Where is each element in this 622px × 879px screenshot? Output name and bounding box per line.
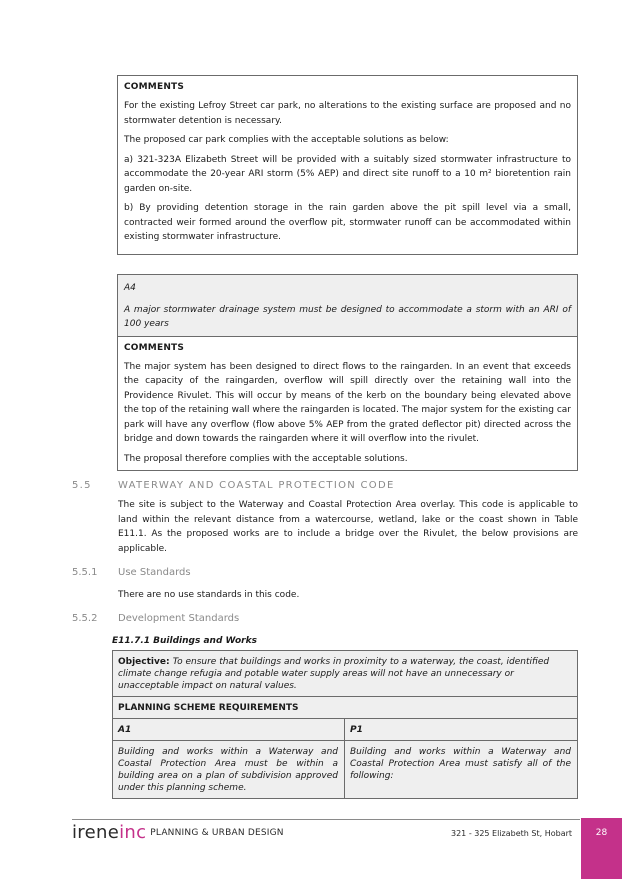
comment-paragraph: For the existing Lefroy Street car park, no alterations to the existing surface are proposed and no stormwater detention is necessary.	[124, 101, 571, 126]
section-title: WATERWAY AND COASTAL PROTECTION CODE	[118, 480, 395, 491]
comment-paragraph: b) By providing detention storage in the rain garden above the pit spill level via a small, contracted weir formed around the overflow pit, stormwater runoff can be accommodated within existing stormwater infrastructure.	[124, 203, 571, 242]
comments-heading: COMMENTS	[124, 342, 185, 353]
comments-heading: COMMENTS	[124, 82, 185, 92]
comment-paragraph: The proposed car park complies with the acceptable solutions as below:	[124, 135, 449, 145]
criteria-label-row	[113, 719, 577, 741]
clause-table	[112, 650, 578, 799]
requirement-box-a4	[117, 274, 578, 471]
a1-text: Building and works within a Waterway and Coastal Protection Area must be within a building area on a plan of subdivision approved under this planning scheme.	[113, 741, 345, 798]
footer-divider	[72, 819, 580, 820]
section-heading-5-5-2	[72, 613, 239, 624]
requirements-heading: PLANNING SCHEME REQUIREMENTS	[118, 703, 299, 713]
logo-text-inc: inc	[119, 822, 147, 843]
comment-paragraph: The proposal therefore complies with the acceptable solutions.	[124, 453, 408, 464]
section-title: Development Standards	[118, 613, 240, 624]
logo-text-irene: irene	[72, 822, 120, 843]
criteria-text-row	[113, 741, 577, 798]
section-5-5-1-body: There are no use standards in this code.	[118, 590, 300, 600]
logo-tagline: PLANNING & URBAN DESIGN	[150, 828, 284, 838]
objective-text: To ensure that buildings and works in proximity to a waterway, the coast, identified climate change refugia and potable water supply areas will not have an unnecessary or unacceptable impact on natural values.	[118, 657, 550, 691]
a4-label: A4	[124, 283, 136, 293]
a4-requirement-text: A major stormwater drainage system must be designed to accommodate a storm with an ARI of 100 years	[124, 304, 571, 329]
a4-requirement-cell	[118, 275, 577, 337]
clause-title: E11.7.1 Buildings and Works	[112, 636, 257, 646]
p1-text: Building and works within a Waterway and Coastal Protection Area must satisfy all of the following:	[350, 747, 571, 781]
section-number: 5.5	[72, 480, 92, 491]
comment-paragraph: a) 321-323A Elizabeth Street will be provided with a suitably sized stormwater infrastructure to accommodate the 20-year ARI storm (5% AEP) and direct site runoff to a 10 m² bioretention rain garden on-site.	[124, 154, 571, 194]
objective-row: Objective: To ensure that buildings and works in proximity to a waterway, the coast, identified climate change refugia and potable water supply areas will not have an unnecessary or unacceptable impact on natural values.	[113, 651, 577, 697]
section-heading-5-5-1	[72, 567, 191, 578]
requirements-header-row	[113, 697, 577, 719]
company-logo	[72, 822, 284, 843]
footer-address: 321 - 325 Elizabeth St, Hobart	[451, 829, 573, 838]
comment-paragraph: The major system has been designed to direct flows to the raingarden. In an event that exceeds the capacity of the raingarden, overflow will spill directly over the retaining wall into the Providence Rivulet. This will occur by means of the kerb on the boundary being elevated above the top of the retaining wall where the raingarden is located. The major system for the existing car park will have any overflow (flow above 5% AEP from the grated deflector pit) directed across the bridge and down towards the raingarden where it will overflow into the rivulet.	[124, 361, 571, 444]
section-title: Use Standards	[118, 567, 191, 578]
section-heading-5-5	[72, 480, 395, 491]
section-number: 5.5.2	[72, 613, 98, 624]
section-5-5-body: The site is subject to the Waterway and Coastal Protection Area overlay. This code is applicable to land within the relevant distance from a watercourse, wetland, lake or the coast shown in Table E11.1. As the proposed works are to include a bridge over the Rivulet, the below provisions are applicable.	[118, 500, 578, 554]
section-number: 5.5.1	[72, 567, 98, 578]
a4-comments-cell	[118, 337, 577, 471]
a1-label: A1	[113, 719, 345, 740]
comments-box-1	[117, 75, 578, 255]
page-number-tab: 28	[581, 818, 622, 879]
objective-label: Objective	[118, 657, 166, 667]
p1-label: P1	[350, 725, 363, 735]
